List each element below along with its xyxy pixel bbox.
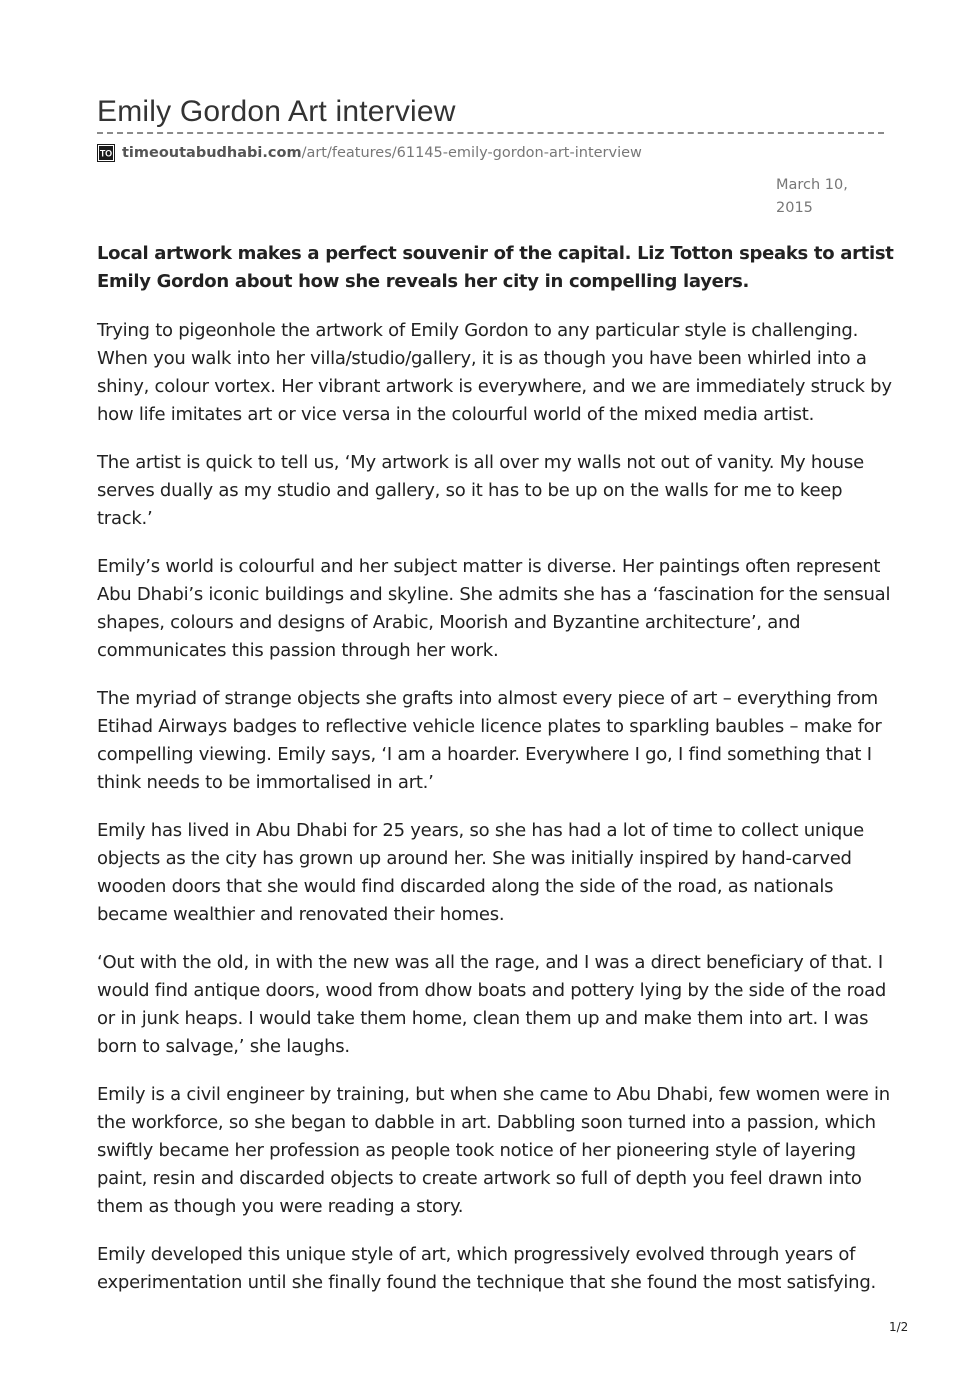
title-divider	[97, 132, 884, 134]
page-title: Emily Gordon Art interview	[97, 95, 456, 128]
article-paragraph: Emily developed this unique style of art, which progressively evolved through years of experimentation until she finally found the technique that she found the most satisfying.	[97, 1244, 876, 1293]
page-number: 1/2	[889, 1320, 909, 1334]
article-paragraph: The myriad of strange objects she grafts into almost every piece of art – everything from Etihad Airways badges to reflective vehicle licence plates to sparkling baubles – make for compelling viewing. Emily says, ‘I am a hoarder. Everywhere I go, I find something that I think needs to be immortalised in art.’	[97, 688, 882, 793]
source-domain[interactable]: timeoutabudhabi.com	[122, 145, 302, 161]
logo-text: TO	[99, 148, 113, 159]
publish-date: March 10, 2015	[776, 177, 848, 216]
source-path[interactable]: /art/features/61145-emily-gordon-art-interview	[301, 145, 642, 161]
source-link[interactable]	[97, 143, 642, 163]
article-paragraph: The artist is quick to tell us, ‘My artwork is all over my walls not out of vanity. My house serves dually as my studio and gallery, so it has to be up on the walls for me to keep track.’	[97, 452, 864, 529]
article-paragraph: Trying to pigeonhole the artwork of Emily Gordon to any particular style is challenging. When you walk into her villa/studio/gallery, it is as though you have been whirled into a shiny, colour vortex. Her vibrant artwork is everywhere, and we are immediately struck by how life imitates art or vice versa in the colourful world of the mixed media artist.	[97, 320, 892, 425]
article-lede: Local artwork makes a perfect souvenir of the capital. Liz Totton speaks to artist Emily Gordon about how she reveals her city in compelling layers.	[97, 243, 894, 292]
article-paragraph: Emily has lived in Abu Dhabi for 25 years, so she has had a lot of time to collect unique objects as the city has grown up around her. She was initially inspired by hand-carved wooden doors that she would find discarded along the side of the road, as nationals became wealthier and renovated their homes.	[97, 820, 864, 925]
timeout-logo-icon	[97, 144, 115, 162]
article-paragraph: Emily is a civil engineer by training, but when she came to Abu Dhabi, few women were in the workforce, so she began to dabble in art. Dabbling soon turned into a passion, which swiftly became her profession as people took notice of her pioneering style of layering paint, resin and discarded objects to create artwork so full of depth you feel drawn into them as though you were reading a story.	[97, 1084, 890, 1217]
article-paragraph: ‘Out with the old, in with the new was all the rage, and I was a direct beneficiary of that. I would find antique doors, wood from dhow boats and pottery lying by the side of the road or in junk heaps. I would take them home, clean them up and make them into art. I was born to salvage,’ she laughs.	[97, 952, 887, 1057]
article-paragraph: Emily’s world is colourful and her subject matter is diverse. Her paintings often represent Abu Dhabi’s iconic buildings and skyline. She admits she has a ‘fascination for the sensual shapes, colours and designs of Arabic, Moorish and Byzantine architecture’, and communicates this passion through her work.	[97, 556, 891, 661]
article-body	[97, 240, 897, 1317]
